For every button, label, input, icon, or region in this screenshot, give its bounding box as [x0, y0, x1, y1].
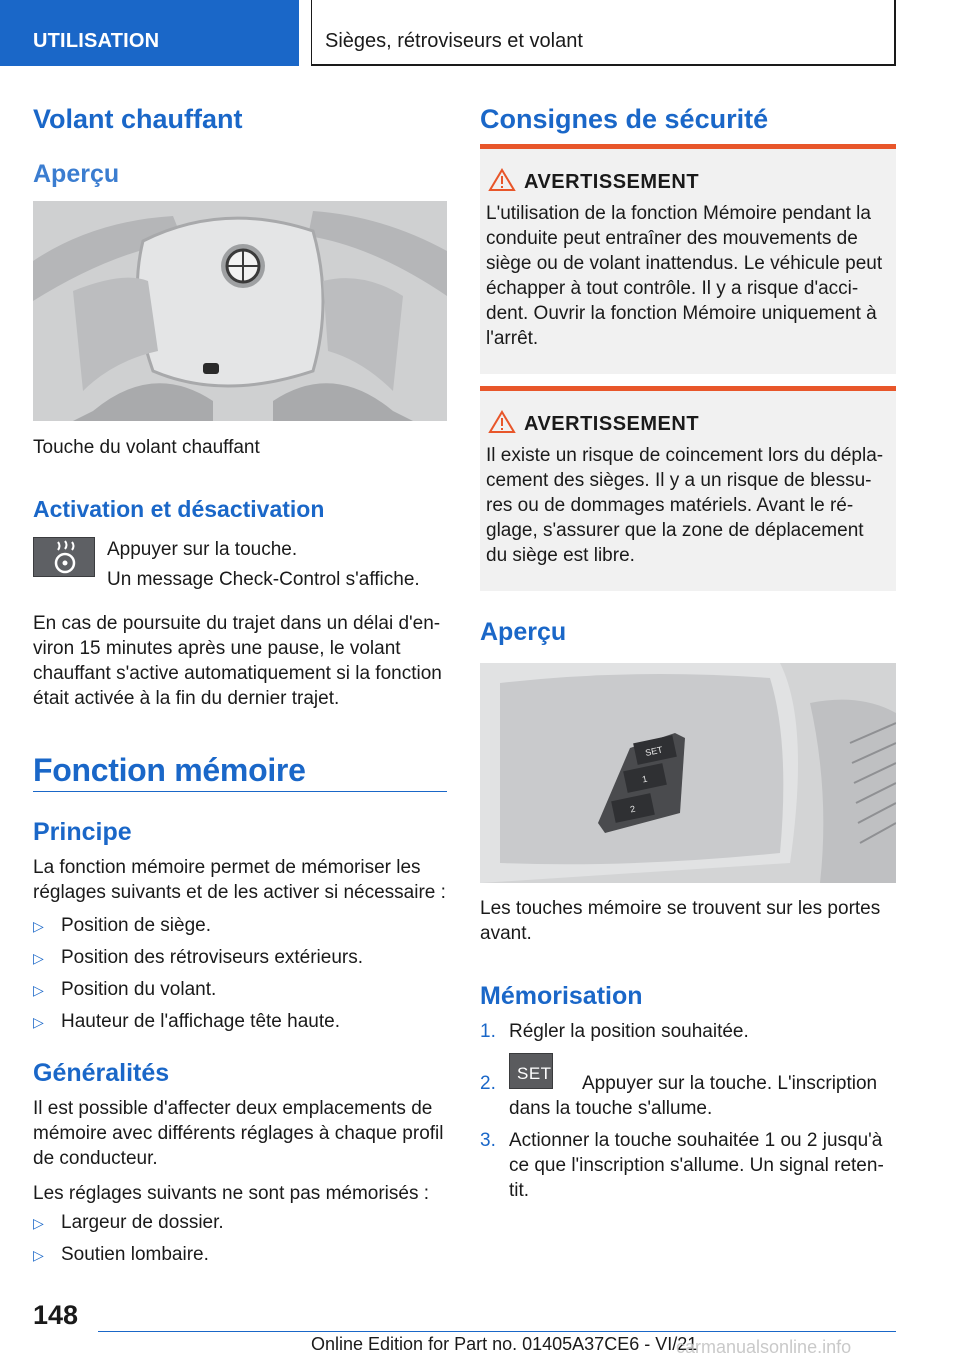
warning-line: res ou de dommages matériels. Avant le ré‐ — [486, 495, 854, 516]
section-header — [311, 0, 896, 66]
photo2-caption — [480, 896, 880, 946]
warning-line: Il existe un risque de coincement lors du dépla‐ — [486, 445, 884, 466]
warning-title: AVERTISSEMENT — [524, 413, 700, 435]
set-button-icon — [509, 1053, 553, 1089]
warning-line: du siège est libre. — [486, 545, 635, 566]
activation-paragraph — [33, 611, 442, 711]
section-rule — [33, 791, 447, 792]
heading-activation: Activation et désactivation — [33, 496, 325, 522]
photo-2-label: 2 — [629, 803, 637, 815]
paragraph-line: viron 15 minutes après une pause, le volant — [33, 638, 401, 659]
paragraph-line: mémoire avec différents réglages à chaque profil — [33, 1123, 444, 1144]
warning-text — [486, 443, 890, 568]
principe-paragraph — [33, 855, 446, 905]
page-number: 148 — [33, 1300, 79, 1330]
activation-step-1: Appuyer sur la touche. — [107, 539, 298, 560]
paragraph-line: était activée à la fin du dernier trajet. — [33, 688, 340, 709]
paragraph-line: réglages suivants et de les activer si nécessaire : — [33, 882, 446, 903]
heading-fonction-memoire: Fonction mémoire — [33, 752, 306, 788]
warning-line: dent. Ouvrir la fonction Mémoire uniquement à — [486, 303, 877, 324]
warning-line: cement des sièges. Il y a un risque de blessu‐ — [486, 470, 872, 491]
warning-line: l'arrêt. — [486, 328, 539, 349]
door-memory-photo — [480, 663, 896, 883]
step-text: Appuyer sur la touche. L'inscription — [582, 1073, 878, 1094]
paragraph-line: La fonction mémoire permet de mémoriser les — [33, 857, 421, 878]
generalites-paragraph — [33, 1096, 444, 1171]
heading-consignes: Consignes de sécurité — [480, 104, 769, 134]
warning-line: L'utilisation de la fonction Mémoire pendant la — [486, 203, 871, 224]
warning-triangle-icon — [488, 410, 516, 434]
warning-triangle-icon — [488, 168, 516, 192]
section-title: Sièges, rétroviseurs et volant — [325, 30, 583, 52]
triangle-right-outline-icon: ▷ — [33, 1247, 44, 1263]
heading-apercu-right: Aperçu — [480, 618, 567, 646]
heading-principe: Principe — [33, 818, 132, 846]
step-number: 3. — [480, 1130, 496, 1151]
warning-line: glage, s'assurer que la zone de déplacement — [486, 520, 864, 541]
triangle-right-outline-icon: ▷ — [33, 1014, 44, 1030]
set-button-label: SET — [517, 1064, 552, 1083]
chapter-tab — [0, 0, 299, 66]
heading-volant-chauffant: Volant chauffant — [33, 104, 243, 134]
steering-wheel-photo — [33, 201, 447, 421]
generalites-line: Les réglages suivants ne sont pas mémorisés : — [33, 1183, 430, 1204]
warning-box-1 — [480, 144, 896, 374]
paragraph-line: En cas de poursuite du trajet dans un délai d'en‐ — [33, 613, 441, 634]
step-number: 1. — [480, 1021, 496, 1042]
paragraph-line: de conducteur. — [33, 1148, 158, 1169]
photo-set-label: SET — [644, 744, 664, 758]
warning-box-2 — [480, 386, 896, 591]
step-text: dans la touche s'allume. — [509, 1098, 713, 1119]
warning-line: échapper à tout contrôle. Il y a risque d'acci‐ — [486, 278, 859, 299]
warning-title: AVERTISSEMENT — [524, 171, 700, 193]
warning-text — [486, 201, 890, 351]
heated-steering-wheel-icon — [33, 537, 95, 577]
photo-1-label: 1 — [641, 773, 649, 785]
warning-line: siège ou de volant inattendus. Le véhicule peut — [486, 253, 883, 274]
photo1-caption: Touche du volant chauffant — [33, 437, 260, 458]
watermark: carmanualsonline.info — [676, 1337, 852, 1357]
triangle-right-outline-icon: ▷ — [33, 918, 44, 934]
warning-line: conduite peut entraîner des mouvements de — [486, 228, 858, 249]
caption-line: Les touches mémoire se trouvent sur les portes — [480, 898, 881, 919]
caption-line: avant. — [480, 923, 532, 944]
paragraph-line: chauffant s'active automatiquement si la fonction — [33, 663, 442, 684]
step-number: 2. — [480, 1073, 496, 1094]
footer-rule — [98, 1331, 896, 1332]
steering-wheel-illustration — [33, 201, 447, 421]
step-text: Actionner la touche souhaitée 1 ou 2 jusqu'à ce que l'inscription s'allume. Un signal reten‐ tit. — [509, 1130, 884, 1201]
footer-edition: Online Edition for Part no. 01405A37CE6 - VI/21 — [311, 1334, 698, 1354]
paragraph-line: Il est possible d'affecter deux emplacements de — [33, 1098, 433, 1119]
activation-step-2: Un message Check-Control s'affiche. — [107, 569, 420, 590]
triangle-right-outline-icon: ▷ — [33, 982, 44, 998]
heading-generalites: Généralités — [33, 1059, 170, 1087]
door-panel-illustration — [480, 663, 896, 883]
triangle-right-outline-icon: ▷ — [33, 1215, 44, 1231]
heading-apercu-left: Aperçu — [33, 160, 120, 188]
heading-memorisation: Mémorisation — [480, 982, 643, 1010]
triangle-right-outline-icon: ▷ — [33, 950, 44, 966]
step-text: Régler la position souhaitée. — [509, 1021, 749, 1042]
chapter-title: UTILISATION — [33, 30, 160, 52]
